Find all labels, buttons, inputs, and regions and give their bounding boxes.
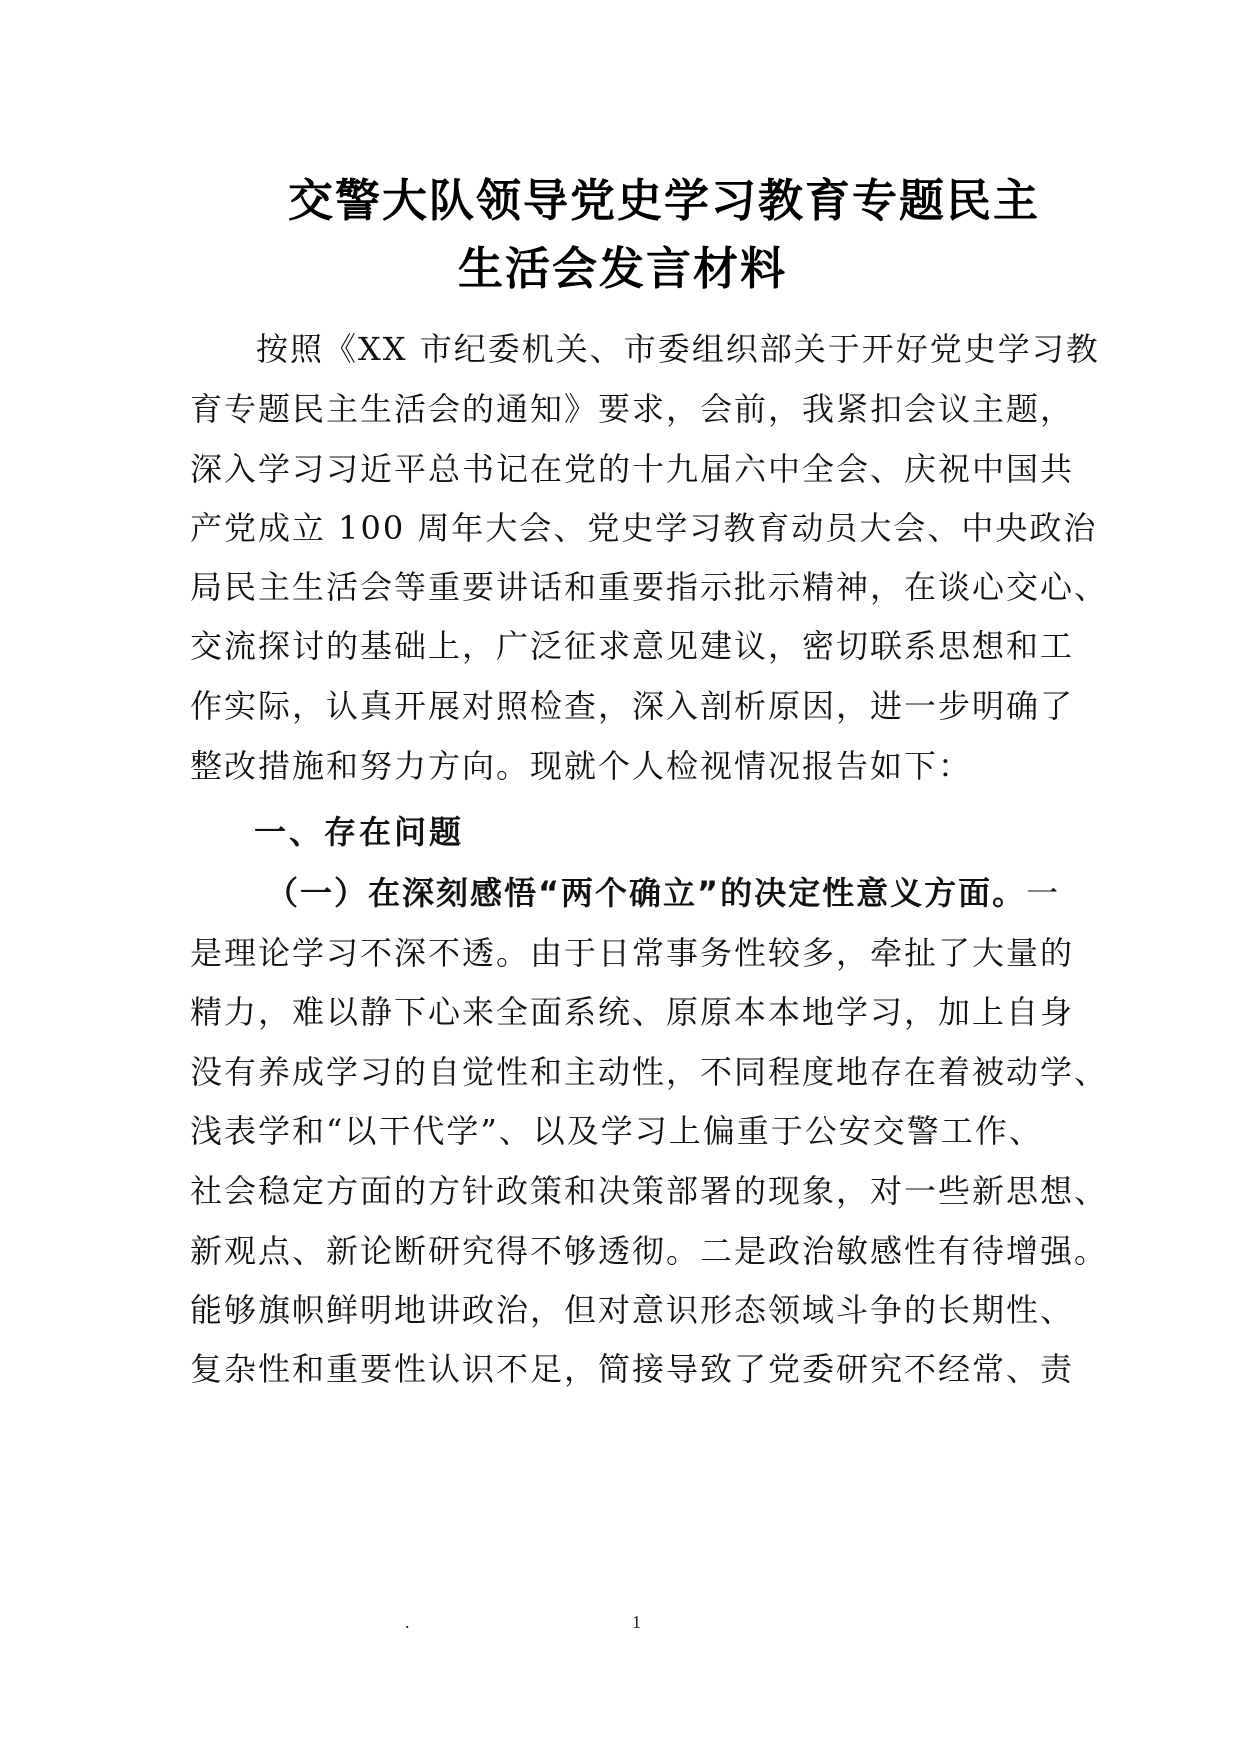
subsection-heading-1 [266,874,1061,912]
body-line-2: 精力，难以静下心来全面系统、原原本本地学习，加上自身 [190,993,1075,1031]
intro-line-6: 交流探讨的基础上，广泛征求意见建议，密切联系思想和工 [190,627,1075,665]
body-line-4: 浅表学和“以干代学”、以及学习上偏重于公安交警工作、 [190,1112,1043,1150]
page-number: 1 [632,1612,641,1632]
body-line-8: 复杂性和重要性认识不足，简接导致了党委研究不经常、责 [190,1350,1075,1388]
document-title-line-2: 生活会发言材料 [458,242,788,295]
intro-line-4: 产党成立 100 周年大会、党史学习教育动员大会、中央政治 [190,509,1098,547]
intro-line-3: 深入学习习近平总书记在党的十九届六中全会、庆祝中国共 [190,450,1075,488]
subsection-heading-1-lead: 一 [1026,874,1061,912]
body-line-6: 新观点、新论断研究得不够透彻。二是政治敏感性有待增强。 [190,1232,1109,1270]
intro-line-1: 按照《XX 市纪委机关、市委组织部关于开好党史学习教 [256,330,1100,368]
body-line-5: 社会稳定方面的方针政策和决策部署的现象，对一些新思想、 [190,1172,1109,1210]
body-line-1: 是理论学习不深不透。由于日常事务性较多，牵扯了大量的 [190,934,1075,972]
intro-line-5: 局民主生活会等重要讲话和重要指示批示精神，在谈心交心、 [190,568,1109,606]
document-title-line-1: 交警大队领导党史学习教育专题民主 [288,174,1041,227]
footer-dot: . [405,1612,410,1632]
body-line-7: 能够旗帜鲜明地讲政治，但对意识形态领域斗争的长期性、 [190,1291,1075,1329]
intro-line-8: 整改措施和努力方向。现就个人检视情况报告如下： [190,747,973,785]
section-heading-problems: 一、存在问题 [254,813,465,851]
body-line-3: 没有养成学习的自觉性和主动性，不同程度地存在着被动学、 [190,1053,1109,1091]
subsection-heading-1-text: （一）在深刻感悟“两个确立”的决定性意义方面。 [266,874,1027,912]
intro-line-7: 作实际，认真开展对照检查，深入剖析原因，进一步明确了 [190,687,1075,725]
intro-line-2: 育专题民主生活会的通知》要求，会前，我紧扣会议主题， [190,390,1075,428]
